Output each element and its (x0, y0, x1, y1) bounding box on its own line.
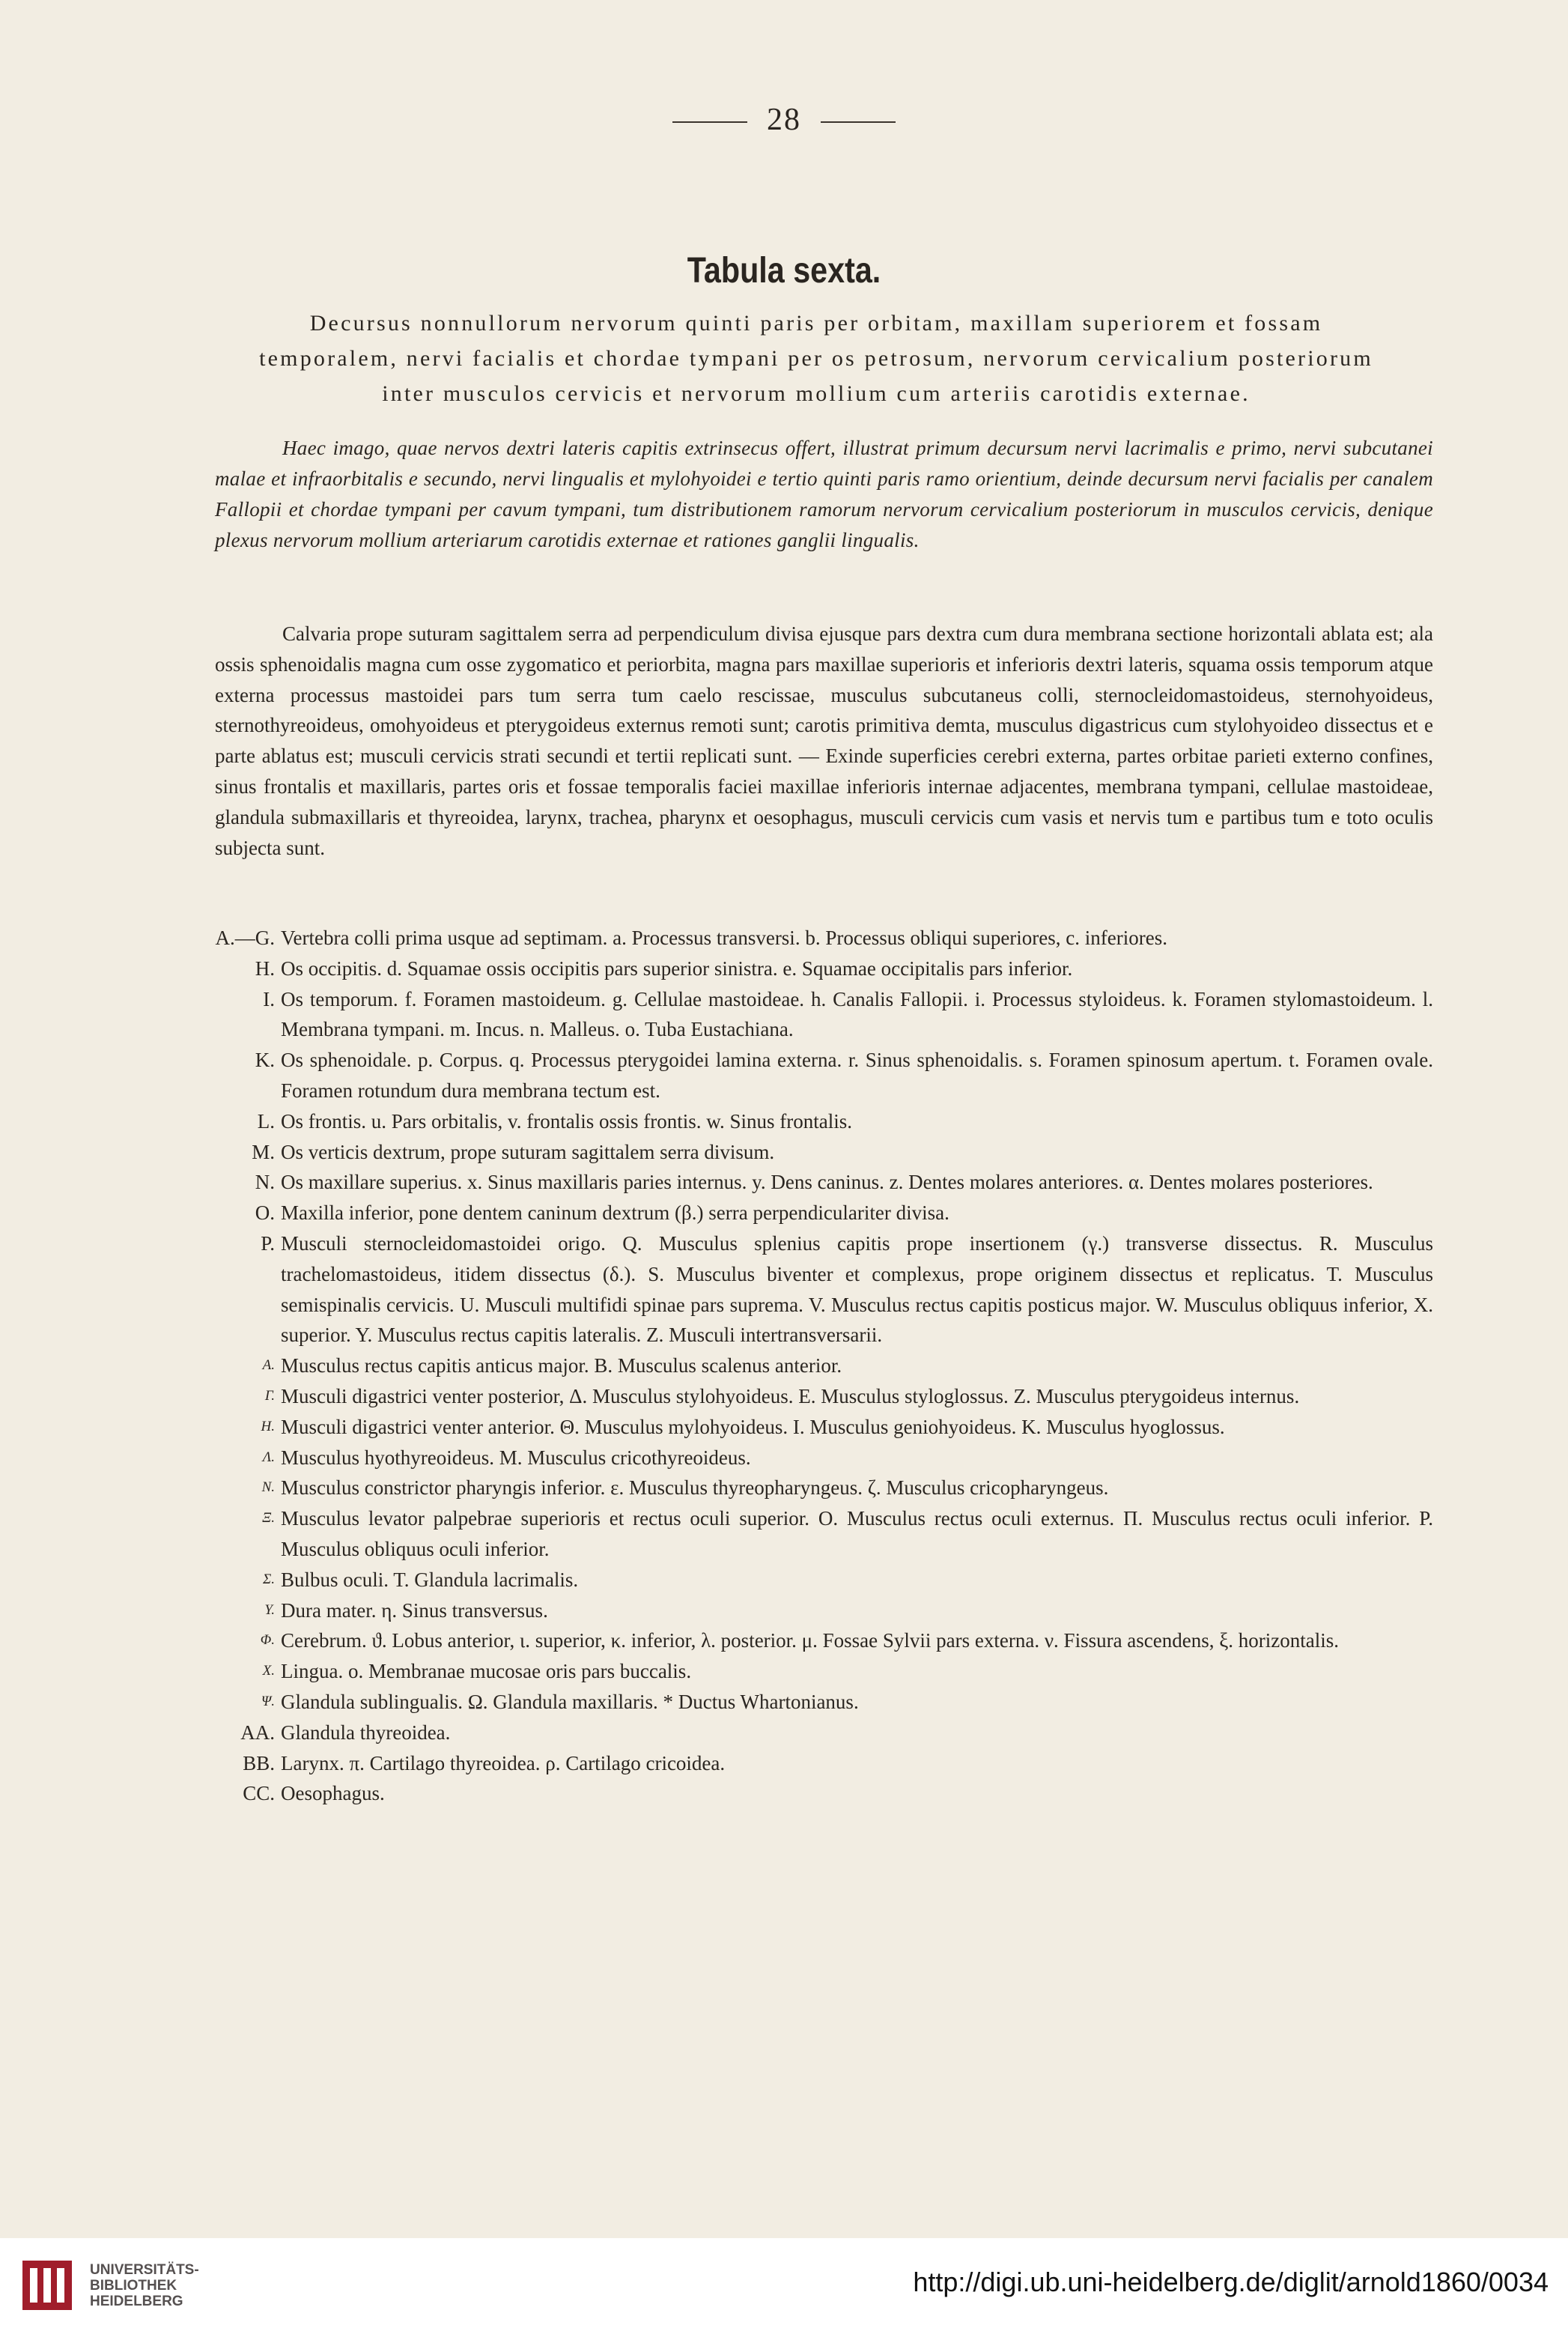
legend-entry (215, 1167, 1433, 1198)
legend-entry-text: Os maxillare superius. x. Sinus maxillaris paries internus. y. Dens caninus. z. Dentes molares anteriores. α. Dentes molares posteriores. (281, 1171, 1373, 1194)
permalink-url[interactable]: http://digi.ub.uni-heidelberg.de/diglit/arnold1860/0034 (913, 2267, 1549, 2297)
legend-entry-text: Oesophagus. (281, 1782, 385, 1805)
legend-entry-text: Musculus rectus capitis anticus major. B. Musculus scalenus anterior. (281, 1354, 842, 1377)
library-logo[interactable] (22, 2261, 199, 2310)
legend-entry (215, 1045, 1433, 1106)
legend-entry-key: O. (255, 1201, 275, 1225)
legend-entry (215, 1351, 1433, 1381)
legend-entry (215, 1718, 1433, 1748)
legend-entry-key: H. (261, 1418, 275, 1434)
legend-entry-key: I. (263, 987, 275, 1010)
legend-entry-text: Dura mater. η. Sinus transversus. (281, 1598, 548, 1622)
legend-entry (215, 1443, 1433, 1473)
page-subtitle: Decursus nonnullorum nervorum quinti paris per orbitam, maxillam superiorem et fossam temporalem, nervi facialis et chordae tympani per os petrosum, nervorum cervicalium posteriorum inter musculos cervicis et nervorum mollium cum arteriis carotidis externae. (259, 311, 1373, 406)
legend-entry-text: Musculus hyothyreoideus. M. Musculus cricothyreoideus. (281, 1446, 751, 1469)
legend-entry (215, 1748, 1433, 1779)
legend-entry (215, 984, 1433, 1046)
legend-entry-text: Maxilla inferior, pone dentem caninum dextrum (β.) serra perpendiculariter divisa. (281, 1201, 949, 1225)
legend-entry (215, 1595, 1433, 1626)
legend-entry-key: Ψ. (261, 1693, 275, 1709)
legend-entry-text: Musculi digastrici venter anterior. Θ. Musculus mylohyoideus. I. Musculus geniohyoideus. K. Musculus hyoglossus. (281, 1415, 1225, 1438)
intro-paragraph: Haec imago, quae nervos dextri lateris capitis extrinsecus offert, illustrat primum decursum nervi lacrimalis e primo, nervi subcutanei malae et infraorbitalis e secundo, nervi lingualis et mylohyoidei e tertio quinti paris ramo orientium, deinde decursum nervi facialis per canalem Fallopii et chordae tympani per cavum tympani, tum distributionem ramorum nervorum cervicalium posteriorum in musculos cervicis, denique plexus nervorum mollium arteriarum carotidis externae et rationes ganglii lingualis. (215, 437, 1433, 551)
legend-entry-text: Glandula thyreoidea. (281, 1721, 451, 1744)
legend-entry-key: M. (252, 1140, 275, 1163)
legend-entry-key: Ξ. (262, 1510, 275, 1527)
legend-entry-text: Glandula sublingualis. Ω. Glandula maxillaris. * Ductus Whartonianus. (281, 1690, 859, 1713)
legend-entry-text: Vertebra colli prima usque ad septimam. a. Processus transversi. b. Processus obliqui superiores, c. inferiores. (281, 927, 1167, 949)
legend-entry-key: P. (261, 1231, 275, 1255)
legend-entry-key: Υ. (264, 1601, 275, 1618)
legend-entry (215, 954, 1433, 984)
footer (0, 2238, 1568, 2334)
legend-entry (215, 1656, 1433, 1687)
legend-entry (215, 1106, 1433, 1137)
legend-entry (215, 1625, 1433, 1656)
legend-entry-key: N. (255, 1171, 275, 1194)
logo-line-3: HEIDELBERG (90, 2293, 183, 2309)
legend-entry (215, 1473, 1433, 1503)
legend-entry-key: Λ. (262, 1449, 275, 1465)
logo-line-1: UNIVERSITÄTS- (90, 2261, 199, 2278)
library-logo-text (90, 2262, 199, 2309)
legend-entry-key: X. (262, 1663, 275, 1679)
legend-entry-text: Bulbus oculi. T. Glandula lacrimalis. (281, 1568, 579, 1591)
legend-entry-text: Os sphenoidale. p. Corpus. q. Processus pterygoidei lamina externa. r. Sinus sphenoidalis. s. Foramen spinosum apertum. t. Foramen ovale. Foramen rotundum dura membrana tectum est. (281, 1049, 1433, 1102)
legend-entry-key: K. (255, 1049, 275, 1072)
legend-entry-text: Musculi sternocleidomastoidei origo. Q. Musculus splenius capitis prope insertionem (γ.) transverse dissectus. R. Musculus trachelomastoideus, itidem dissectus (δ.). S. Musculus biventer et complexus, prope originem dissectus et replicatus. T. Musculus semispinalis cervicis. U. Musculi multifidi spinae pars suprema. V. Musculus rectus capitis posticus major. W. Musculus obliquus inferior, X. superior. Y. Musculus rectus capitis lateralis. Z. Musculi intertransversarii. (281, 1231, 1433, 1347)
legend-entry-text: Larynx. π. Cartilago thyreoidea. ρ. Cartilago cricoidea. (281, 1751, 726, 1774)
legend-entry (215, 923, 1433, 954)
legend-entry-key: CC. (243, 1782, 275, 1805)
legend-entry-text: Os verticis dextrum, prope suturam sagittalem serra divisum. (281, 1140, 775, 1163)
page-number: 28 (767, 103, 801, 137)
legend-entry-key: Γ. (264, 1387, 275, 1404)
legend-entry (215, 1687, 1433, 1718)
legend-entry (215, 1228, 1433, 1351)
legend-entry-key: A.—G. (215, 927, 275, 949)
legend-entry-key: BB. (243, 1751, 275, 1774)
legend-entry-key: L. (257, 1109, 275, 1133)
legend-entry-text: Os frontis. u. Pars orbitalis, v. frontalis ossis frontis. w. Sinus frontalis. (281, 1109, 852, 1133)
legend-entry-key: AA. (240, 1721, 275, 1744)
legend-entry-key: A. (262, 1357, 275, 1374)
legend-entry-text: Os occipitis. d. Squamae ossis occipitis pars superior sinistra. e. Squamae occipitalis pars inferior. (281, 957, 1073, 980)
right-dash (821, 121, 896, 123)
legend-entry-key: Φ. (260, 1632, 275, 1649)
legend-entry (215, 1137, 1433, 1168)
legend-entry-key: H. (255, 957, 275, 980)
logo-line-2: BIBLIOTHEK (90, 2277, 177, 2294)
legend-entry (215, 1381, 1433, 1412)
legend-entry-text: Musculi digastrici venter posterior, Δ. Musculus stylohyoideus. E. Musculus styloglossus. Z. Musculus pterygoideus internus. (281, 1384, 1300, 1407)
legend-entry-text: Musculus constrictor pharyngis inferior. ε. Musculus thyreopharyngeus. ζ. Musculus cricopharyngeus. (281, 1476, 1109, 1500)
legend-entry-text: Musculus levator palpebrae superioris et rectus oculi superior. O. Musculus rectus oculi externus. Π. Musculus rectus oculi inferior. P. Musculus obliquus oculi inferior. (281, 1507, 1433, 1560)
legend-entry-key: N. (261, 1479, 275, 1496)
legend-entry (215, 1565, 1433, 1595)
page-number-line (0, 102, 1568, 138)
legend-entry (215, 1503, 1433, 1565)
legend-entry (215, 1198, 1433, 1228)
legend-entry-text: Os temporum. f. Foramen mastoideum. g. Cellulae mastoideae. h. Canalis Fallopii. i. Processus styloideus. k. Foramen stylomastoideum. l. Membrana tympani. m. Incus. n. Malleus. o. Tuba Eustachiana. (281, 987, 1433, 1041)
legend-entry-text: Lingua. o. Membranae mucosae oris pars buccalis. (281, 1660, 692, 1683)
legend-list (215, 923, 1433, 1809)
legend-entry (215, 1412, 1433, 1443)
left-dash (672, 121, 747, 123)
body-paragraph: Calvaria prope suturam sagittalem serra ad perpendiculum divisa ejusque pars dextra cum dura membrana sectione horizontali ablata est; ala ossis sphenoidalis magna cum osse zygomatico et periorbita, magna pars maxillae superioris et inferioris dextri lateris, squama ossis temporum atque externa processus mastoidei pars tum serra tum caelo rescissae, musculus subcutaneus colli, sternocleidomastoideus, sternohyoideus, sternothyreoideus, omohyoideus et pterygoideus externus remoti sunt; carotis primitiva demta, musculus digastricus cum stylohyoideo dissectus et e parte ablatus est; musculi cervicis strati secundi et tertii replicati sunt. — Exinde superficies cerebri externa, partes orbitae parieti externo confines, sinus frontalis et maxillaris, partes oris et fossae temporalis faciei maxillae inferioris internae adjacentes, membrana tympani, cellulae mastoideae, glandula submaxillaris et thyreoidea, larynx, trachea, pharynx et oesophagus, musculi cervicis cum vasis et nervis tum e partibus tum e toto oculis subjecta sunt. (215, 622, 1433, 859)
legend-entry-text: Cerebrum. ϑ. Lobus anterior, ι. superior, κ. inferior, λ. posterior. μ. Fossae Sylvii pars externa. ν. Fissura ascendens, ξ. horizontalis. (281, 1629, 1340, 1652)
legend-entry-key: Σ. (262, 1571, 275, 1587)
library-logo-icon (22, 2261, 72, 2310)
page-title: Tabula sexta. (687, 251, 881, 291)
legend-entry (215, 1778, 1433, 1809)
